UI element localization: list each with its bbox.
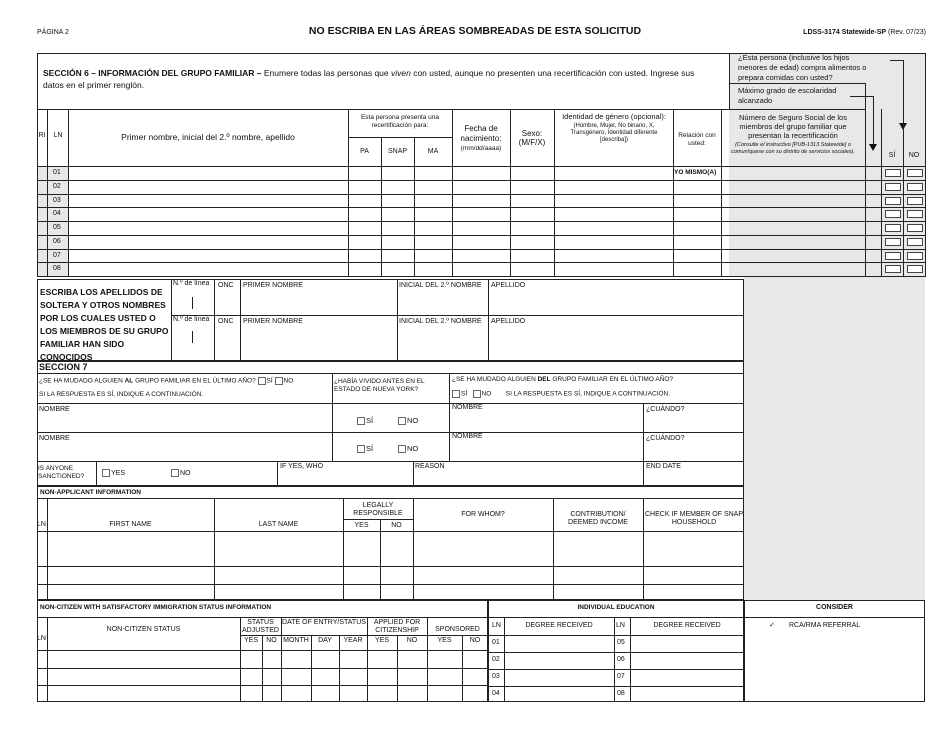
household-row[interactable] (68, 207, 865, 221)
ln-label: LN (616, 622, 625, 629)
col-ma: MA (427, 148, 439, 155)
name-label: NOMBRE (452, 433, 483, 440)
col-relation: Relación con usted: (678, 132, 716, 147)
col-ssn: Número de Seguro Social de los miembros del grupo familiar que presentan la recertificación (739, 113, 847, 140)
ln-label: LN (37, 521, 46, 528)
food-yes-checkbox[interactable] (885, 224, 901, 232)
middle-initial-label: INICIAL DEL 2.º NOMBRE (399, 282, 482, 289)
food-no-checkbox[interactable] (907, 265, 923, 273)
food-yes-checkbox[interactable] (885, 252, 901, 260)
col-snap: SNAP (387, 148, 408, 155)
food-no-checkbox[interactable] (907, 169, 923, 177)
first-name-label: PRIMER NOMBRE (243, 282, 303, 289)
last-name-label: APELLIDO (491, 282, 526, 289)
question-food: ¿Esta persona (inclusive los hijos menores de edad) compra alimentos o prepara comidas con usted? (738, 53, 867, 82)
if-yes-note: SI LA RESPUESTA ES SÍ, INDIQUE A CONTINUACIÓN. (39, 391, 204, 398)
ny-yes-checkbox[interactable] (357, 417, 365, 425)
col-no: NO (908, 152, 920, 159)
moved-in-yes-checkbox[interactable] (258, 377, 266, 385)
line-no-label: N.º de línea (173, 316, 210, 323)
section-6-title: SECCIÓN 6 – INFORMACIÓN DEL GRUPO FAMILIAR – Enumere todas las personas que viven con usted, aunque no presenten una recertificación con usted. Ingrese sus datos en el primer renglón. (43, 68, 695, 90)
col-pa: PA (360, 148, 369, 155)
adjusted-col: STATUS ADJUSTED (242, 619, 279, 634)
q-moved-out: ¿SE HA MUDADO ALGUIEN DEL GRUPO FAMILIAR EN EL ÚLTIMO AÑO? (452, 376, 674, 383)
food-no-checkbox[interactable] (907, 197, 923, 205)
col-gender-sub: (Hombre, Mujer, No binario, X, Transgénero, Identidad diferente [describa]) (570, 123, 658, 143)
sponsored-col: SPONSORED (435, 626, 480, 633)
snap-member-col: CHECK IF MEMBER OF SNAP HOUSEHOLD (645, 511, 744, 526)
col-name: Primer nombre, inicial del 2.º nombre, apellido (121, 132, 295, 142)
self-label: YO MISMO(A) (674, 169, 717, 176)
line-no-label: N.º de línea (173, 280, 210, 287)
reason-label: REASON (415, 463, 445, 470)
when-label: ¿CUÁNDO? (646, 435, 685, 442)
food-yes-checkbox[interactable] (885, 169, 901, 177)
contribution-col: CONTRIBUTION/ DEEMED INCOME (568, 511, 628, 526)
sanctioned-yes: YES (102, 469, 125, 478)
applied-col: APPLIED FOR CITIZENSHIP (373, 619, 421, 634)
row-number: 01 (53, 169, 61, 176)
ny-no: NO (398, 445, 418, 453)
ny-no-checkbox[interactable] (398, 417, 406, 425)
household-row[interactable] (68, 180, 865, 194)
row-number: 05 (53, 224, 61, 231)
month-col: MONTH (283, 637, 309, 644)
ny-yes-checkbox[interactable] (357, 445, 365, 453)
education-row-number: 04 (492, 690, 500, 697)
col-ssn-note: (Consulte el instructivo [PUB-1313 Statewide] o comuníquese con su distrito de servicios sociales). (731, 142, 855, 155)
status-col: NON-CITIZEN STATUS (106, 626, 181, 633)
degree-col: DEGREE RECEIVED (525, 622, 593, 629)
ln-label: LN (37, 635, 46, 642)
ny-no-checkbox[interactable] (398, 445, 406, 453)
row-number: 02 (53, 182, 61, 190)
if-yes-who-label: IF YES, WHO (280, 463, 324, 470)
year-col: YEAR (343, 637, 363, 644)
first-name-label: PRIMER NOMBRE (243, 318, 303, 325)
adjusted-yes: YES (243, 637, 258, 644)
question-schooling: Máximo grado de escolaridad alcanzado (738, 86, 837, 105)
name-label: NOMBRE (39, 406, 70, 413)
food-yes-checkbox[interactable] (885, 197, 901, 205)
row-number: 04 (53, 210, 61, 218)
for-whom-col: FOR WHOM? (461, 511, 505, 518)
household-row[interactable] (68, 221, 865, 235)
onc-label: ONC (218, 318, 234, 325)
education-row-number: 01 (492, 639, 500, 646)
education-row-number: 03 (492, 673, 500, 680)
q-moved-in: ¿SE HA MUDADO ALGUIEN AL GRUPO FAMILIAR EN EL ÚLTIMO AÑO? SÍ NO (39, 377, 294, 385)
name-label: NOMBRE (39, 435, 70, 442)
col-presents: Esta persona presenta una recertificación para: (360, 114, 440, 129)
date-entry-col: DATE OF ENTRY/STATUS (282, 619, 366, 626)
adjusted-no: NO (266, 637, 277, 644)
non-applicant-title: NON-APPLICANT INFORMATION (40, 489, 141, 496)
row-number: 03 (53, 196, 61, 204)
maiden-names-label: ESCRIBA LOS APELLIDOS DE SOLTERA Y OTROS NOMBRES POR LOS CUALES USTED O LOS MIEMBROS DE SU GRUPO FAMILIAR HAN SIDO CONOCIDOS (40, 287, 169, 362)
food-no-checkbox[interactable] (907, 252, 923, 260)
col-si: SÍ (888, 152, 896, 159)
arrow-down-icon (869, 144, 877, 151)
applied-no: NO (406, 637, 418, 644)
q-lived-ny: ¿HABÍA VIVIDO ANTES EN EL ESTADO DE NUEVA YORK? (334, 378, 425, 393)
food-yes-checkbox[interactable] (885, 238, 901, 246)
onc-label: ONC (218, 282, 234, 289)
household-row[interactable] (68, 166, 865, 180)
education-row-number: 06 (617, 656, 625, 663)
sponsored-no: NO (469, 637, 481, 644)
moved-in-no-checkbox[interactable] (275, 377, 283, 385)
last-name-col: LAST NAME (258, 521, 299, 528)
col-ri: RI (38, 132, 46, 139)
moved-out-yes-checkbox[interactable] (452, 390, 460, 398)
col-ln: LN (53, 132, 63, 139)
end-date-label: END DATE (646, 463, 681, 470)
food-no-checkbox[interactable] (907, 238, 923, 246)
ln-label: LN (492, 622, 501, 629)
ny-no: NO (398, 417, 418, 425)
food-no-checkbox[interactable] (907, 183, 923, 191)
education-row-number: 05 (617, 639, 625, 646)
consider-box (744, 600, 925, 702)
food-no-checkbox[interactable] (907, 210, 923, 218)
moved-out-options: SÍ NO SI LA RESPUESTA ES SÍ, INDIQUE A CONTINUACIÓN. (452, 390, 670, 399)
food-yes-checkbox[interactable] (885, 265, 901, 273)
education-title: INDIVIDUAL EDUCATION (577, 604, 655, 611)
education-row-number: 08 (617, 690, 625, 697)
food-yes-checkbox[interactable] (885, 210, 901, 218)
check-icon: ✓ (769, 622, 775, 629)
form-id: LDSS-3174 Statewide-SP (Rev. 07/23) (803, 29, 926, 36)
legally-no: NO (391, 522, 402, 529)
col-dob-format: (mm/dd/aaaa) (460, 145, 502, 152)
name-label: NOMBRE (452, 404, 483, 411)
ny-yes: SÍ (357, 417, 373, 425)
page-title: NO ESCRIBA EN LAS ÁREAS SOMBREADAS DE ESTA SOLICITUD (308, 25, 642, 37)
middle-initial-label: INICIAL DEL 2.º NOMBRE (399, 318, 482, 325)
first-name-col: FIRST NAME (109, 521, 152, 528)
ny-yes: SÍ (357, 445, 373, 453)
row-number: 06 (53, 237, 61, 245)
section-7-title: SECCION 7 (39, 362, 88, 372)
row-number: 08 (53, 265, 61, 273)
when-label: ¿CUÁNDO? (646, 406, 685, 413)
sanctioned-yes-checkbox[interactable] (102, 469, 110, 477)
household-row[interactable] (68, 235, 865, 249)
education-row-number: 02 (492, 656, 500, 663)
food-yes-checkbox[interactable] (885, 183, 901, 191)
sanctioned-label: IS ANYONE SANCTIONED? (38, 465, 85, 480)
day-col: DAY (318, 637, 332, 644)
col-dob: Fecha de nacimiento: (460, 124, 502, 143)
last-name-label: APELLIDO (491, 318, 526, 325)
row-number: 07 (53, 251, 61, 259)
col-sex: Sexo: (M/F/X) (518, 129, 546, 147)
col-gender: Identidad de género (opcional): (562, 112, 666, 121)
legally-yes: YES (354, 522, 369, 529)
legally-responsible-col: LEGALLY RESPONSIBLE (353, 502, 403, 517)
degree-col: DEGREE RECEIVED (653, 622, 721, 629)
non-citizen-title: NON-CITIZEN WITH SATISFACTORY IMMIGRATION STATUS INFORMATION (40, 604, 272, 611)
household-row[interactable] (68, 194, 865, 208)
food-no-checkbox[interactable] (907, 224, 923, 232)
sanctioned-no: NO (171, 469, 191, 478)
consider-title: CONSIDER (816, 604, 853, 611)
rca-rma-referral: RCA/RMA REFERRAL (789, 622, 861, 629)
household-row[interactable] (68, 262, 865, 276)
household-row[interactable] (68, 249, 865, 263)
page-number: PÁGINA 2 (37, 29, 69, 36)
moved-out-no-checkbox[interactable] (473, 390, 481, 398)
sponsored-yes: YES (437, 637, 452, 644)
sanctioned-no-checkbox[interactable] (171, 469, 179, 477)
education-row-number: 07 (617, 673, 625, 680)
applied-yes: YES (374, 637, 389, 644)
shaded-area-lower (744, 276, 925, 600)
